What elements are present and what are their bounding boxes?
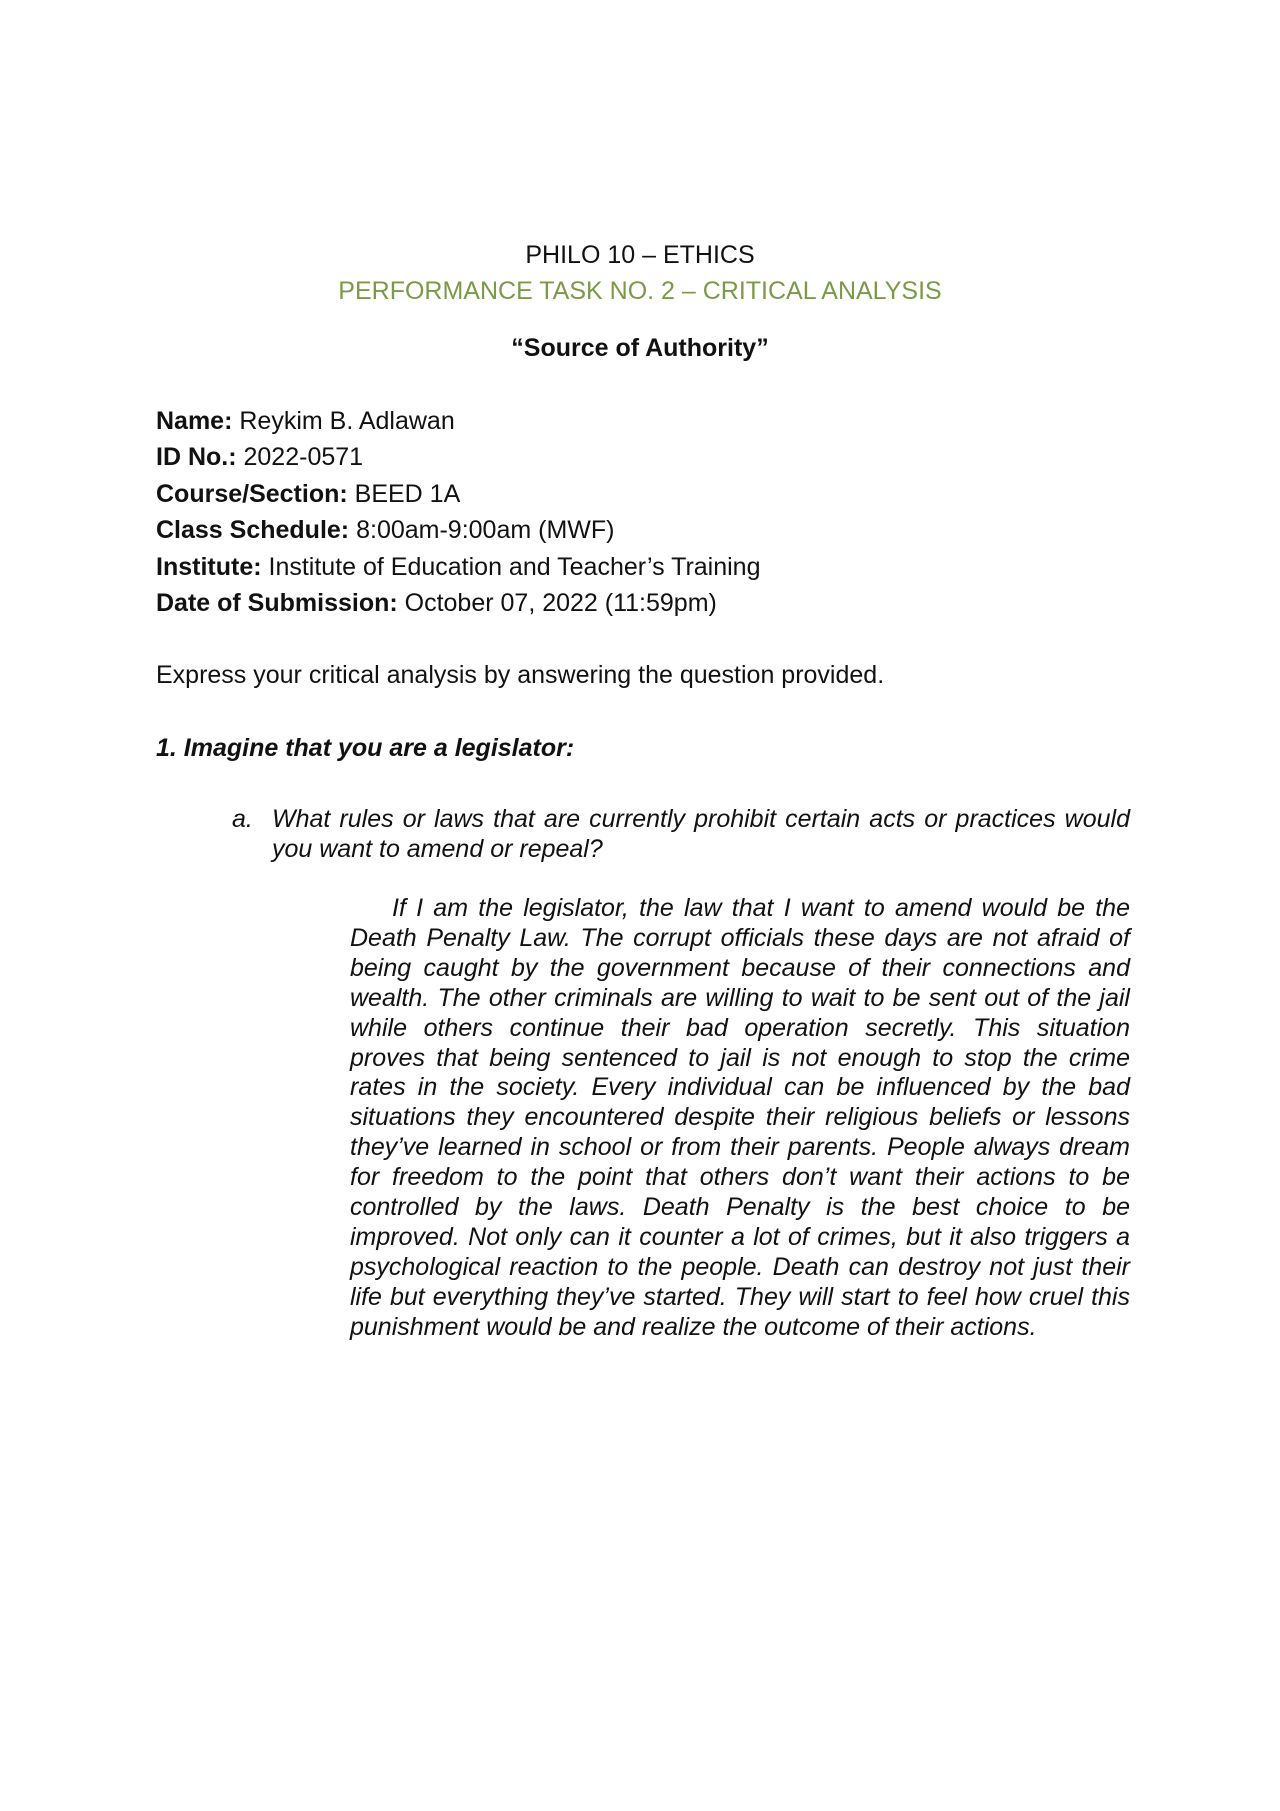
info-label: ID No.:	[156, 443, 237, 472]
info-value: 8:00am-9:00am (MWF)	[356, 516, 615, 545]
info-value: BEED 1A	[354, 479, 461, 508]
info-label: Name:	[156, 407, 233, 435]
info-row-course-section	[156, 476, 1156, 512]
task-title: PERFORMANCE TASK NO. 2 – CRITICAL ANALYSIS	[338, 277, 942, 305]
instruction-text: Express your critical analysis by answering the question provided.	[156, 661, 885, 689]
info-label: Institute:	[156, 552, 262, 581]
info-row-id	[156, 439, 1156, 475]
question-heading: 1. Imagine that you are a legislator:	[156, 734, 575, 762]
info-row-class-schedule	[156, 512, 1156, 548]
info-label: Course/Section:	[156, 479, 348, 508]
info-label: Date of Submission:	[156, 589, 398, 618]
student-info-block	[156, 403, 1156, 621]
info-row-name	[156, 403, 1156, 439]
sub-question-marker: a.	[232, 805, 253, 833]
info-label: Class Schedule:	[156, 516, 350, 545]
sub-question-text: What rules or laws that are currently prohibit certain acts or practices would you want to amend or repeal?	[272, 805, 1130, 863]
answer-paragraph: If I am the legislator, the law that I want to amend would be the Death Penalty Law. The corrupt officials these days are not afraid of being caught by the government because of their connections and wealth. The other criminals are willing to wait to be sent out of the jail while others continue their bad operation secretly. This situation proves that being sentenced to jail is not enough to stop the crime rates in the society. Every individual can be influenced by the bad situations they encountered despite their religious beliefs or lessons they’ve learned in school or from their parents. People always dream for freedom to the point that others don’t want their actions to be controlled by the laws. Death Penalty is the best choice to be improved. Not only can it counter a lot of crimes, but it also triggers a psychological reaction to the people. Death can destroy not just their life but everything they’ve started. They will start to feel how cruel this punishment would be and realize the outcome of their actions.	[350, 894, 1130, 1341]
course-title: PHILO 10 – ETHICS	[525, 241, 755, 269]
info-value: Reykim B. Adlawan	[239, 407, 455, 435]
info-row-institute	[156, 549, 1156, 585]
info-row-date-of-submission	[156, 585, 1156, 621]
info-value: 2022-0571	[243, 443, 364, 472]
paper-title: “Source of Authority”	[511, 334, 769, 362]
info-value: Institute of Education and Teacher’s Training	[268, 552, 761, 581]
info-value: October 07, 2022 (11:59pm)	[404, 589, 717, 618]
